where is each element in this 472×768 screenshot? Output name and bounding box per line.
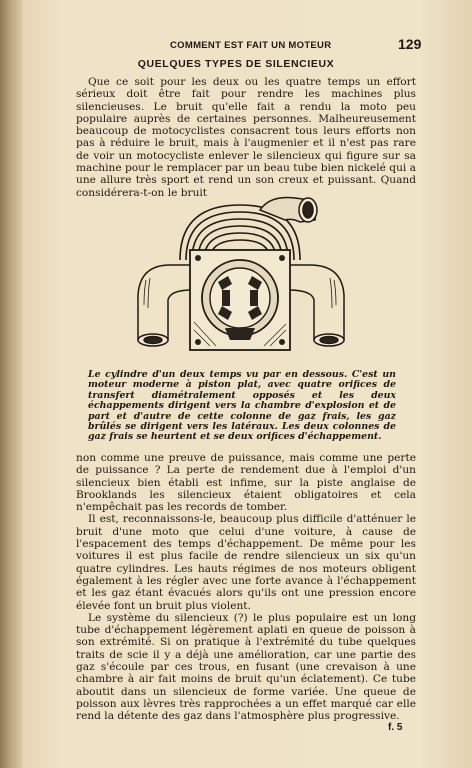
running-header: COMMENT EST FAIT UN MOTEUR xyxy=(170,40,332,51)
figure-caption: Le cylindre d'un deux temps vu par en dessous. C'est un moteur moderne à piston plat, avec quatre orifices de transfert diamétralement opposés et les deux échappements dirigent vers la chambre d'explosion et de part et d'autre de cette colonne de gaz frais, les gaz brûlés se dirigent vers les latéraux. Les deux colonnes de gaz frais se heurtent et se deux orifices d'échappement. xyxy=(88,369,396,443)
page-number: 129 xyxy=(398,36,422,52)
signature-mark: f. 5 xyxy=(388,722,403,733)
book-spine-shadow xyxy=(0,0,22,768)
cylinder-drawing xyxy=(110,190,370,365)
body-text-top xyxy=(76,76,416,199)
cylinder-illustration xyxy=(110,190,370,365)
section-title: QUELQUES TYPES DE SILENCIEUX xyxy=(137,58,335,70)
paragraph: Le système du silencieux (?) le plus populaire est un long tube d'échappement légèrement aplati en queue de poisson à son extrémité. Si on pratique à l'extrémité du tube quelques traits de scie il y a déjà une amélioration, car une partie des gaz s'écoule par ces trous, en fusant (une crevaison à une chambre à air fait moins de bruit qu'un éclatement). Ce tube aboutit dans un silencieux de forme variée. Une queue de poisson aux lèvres très rapprochées a un effet marqué car elle rend la détente des gaz dans l'atmosphère plus progressive. xyxy=(76,611,416,723)
paragraph: non comme une preuve de puissance, mais comme une perte de puissance ? La perte de rendement due à l'emploi d'un silencieux bien établi est infime, sur la piste anglaise de Brooklands les silencieux étaient obligatoires et cela n'empêchait pas les records de tomber. xyxy=(76,452,416,514)
body-text-bottom xyxy=(76,452,416,723)
paragraph: Que ce soit pour les deux ou les quatre temps un effort sérieux doit être fait pour rendre les machines plus silencieuses. Le bruit qu'elle fait a rendu la moto peu populaire auprès de certaines personnes. Malheureusement beaucoup de motocyclistes consacrent tous leurs efforts non pas à réduire le bruit, mais à l'augmenier et il n'est pas rare de voir un motocycliste enlever le silencieux qui figure sur sa machine pour le remplacer par un beau tube bien nickelé qui a une allure très sport et rend un son creux et puissant. Quand considérera-t-on le bruit xyxy=(76,76,416,199)
paragraph: Il est, reconnaissons-le, beaucoup plus difficile d'atténuer le bruit d'une moto que celui d'une voiture, à cause de l'espacement des temps d'échappement. De même pour les voitures il est plus facile de rendre silencieux un six qu'un quatre cylindres. Les hauts régimes de nos moteurs obligent également à les régler avec une forte avance à l'échappement et les gaz étant évacués alors qu'ils ont une pression encore élevée font un bruit plus violent. xyxy=(76,513,416,612)
